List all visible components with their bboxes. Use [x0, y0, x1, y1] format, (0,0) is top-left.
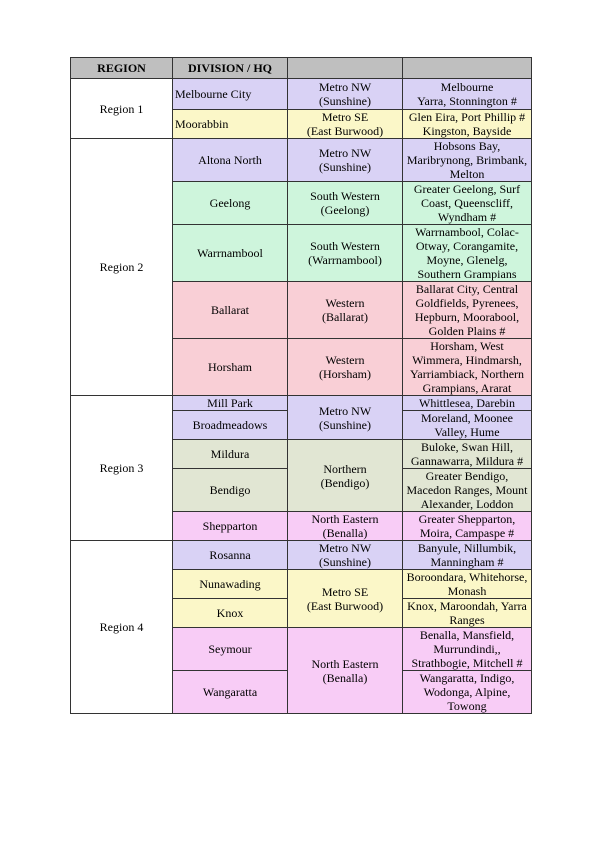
hq-cell: [288, 79, 403, 110]
division-cell: Ballarat: [173, 282, 288, 339]
division-cell: Seymour: [173, 628, 288, 671]
hq-cell: [288, 282, 403, 339]
areas-cell: [403, 411, 532, 440]
region-cell: Region 2: [71, 139, 173, 396]
areas-text: Glen Eira, Port Phillip # Kingston, Bayside: [408, 110, 526, 138]
areas-cell: [403, 469, 532, 512]
areas-cell: [403, 570, 532, 599]
areas-cell: [403, 339, 532, 396]
areas-cell: [403, 110, 532, 139]
hq-cell: [288, 628, 403, 714]
header-hq: [288, 58, 403, 79]
hq-text: Northern (Bendigo): [320, 461, 370, 490]
areas-text: Moreland, Moonee Valley, Hume: [421, 411, 513, 439]
hq-text: South Western (Warrnambool): [308, 239, 382, 267]
areas-cell: [403, 396, 532, 411]
hq-text: North Eastern (Benalla): [311, 512, 379, 540]
hq-text: Metro SE (East Burwood): [306, 584, 384, 613]
region-cell: Region 4: [71, 541, 173, 714]
division-cell: Altona North: [173, 139, 288, 182]
areas-cell: [403, 512, 532, 541]
division-cell: Bendigo: [173, 469, 288, 512]
hq-text: Western (Ballarat): [322, 296, 368, 324]
hq-cell: [288, 396, 403, 440]
hq-cell: [288, 570, 403, 628]
areas-text: Melbourne Yarra, Stonnington #: [417, 80, 517, 108]
areas-cell: [403, 599, 532, 628]
areas-cell: [403, 225, 532, 282]
hq-text: South Western (Geelong): [310, 189, 380, 217]
hq-cell: [288, 440, 403, 512]
areas-cell: [403, 541, 532, 570]
areas-cell: [403, 182, 532, 225]
areas-text: Boroondara, Whitehorse, Monash: [406, 570, 528, 598]
division-cell: Geelong: [173, 182, 288, 225]
hq-cell: [288, 541, 403, 570]
hq-cell: [288, 339, 403, 396]
areas-cell: [403, 79, 532, 110]
division-cell: Melbourne City: [173, 79, 288, 110]
division-cell: Shepparton: [173, 512, 288, 541]
areas-cell: [403, 139, 532, 182]
areas-text: Buloke, Swan Hill, Gannawarra, Mildura #: [410, 440, 524, 468]
areas-text: Greater Geelong, Surf Coast, Queenscliff, Wyndham #: [413, 182, 521, 224]
regions-table: [70, 57, 532, 714]
division-cell: Mildura: [173, 440, 288, 469]
areas-text: Greater Bendigo, Macedon Ranges, Mount Alexander, Loddon: [406, 469, 528, 511]
areas-text: Greater Shepparton, Moira, Campaspe #: [418, 512, 516, 540]
division-cell: Rosanna: [173, 541, 288, 570]
header-division: DIVISION / HQ: [173, 58, 288, 79]
hq-text: Metro NW (Sunshine): [318, 80, 372, 108]
division-cell: Horsham: [173, 339, 288, 396]
areas-cell: [403, 440, 532, 469]
division-cell: Moorabbin: [173, 110, 288, 139]
areas-cell: [403, 671, 532, 714]
areas-text: Knox, Maroondah, Yarra Ranges: [407, 599, 527, 627]
areas-text: Banyule, Nillumbik, Manningham #: [417, 541, 517, 569]
header-region: REGION: [71, 58, 173, 79]
areas-text: Horsham, West Wimmera, Hindmarsh, Yarriambiack, Northern Grampians, Ararat: [409, 339, 525, 395]
hq-cell: [288, 512, 403, 541]
hq-cell: [288, 182, 403, 225]
division-cell: Knox: [173, 599, 288, 628]
areas-cell: [403, 282, 532, 339]
areas-text: Whittlesea, Darebin: [419, 396, 515, 410]
hq-text: Metro NW (Sunshine): [318, 541, 372, 569]
table-row: [71, 541, 532, 570]
areas-text: Hobsons Bay, Maribrynong, Brimbank, Melton: [406, 139, 528, 181]
region-cell: Region 3: [71, 396, 173, 541]
division-cell: Mill Park: [173, 396, 288, 411]
region-cell: Region 1: [71, 79, 173, 139]
areas-cell: [403, 628, 532, 671]
header-areas: [403, 58, 532, 79]
division-cell: Broadmeadows: [173, 411, 288, 440]
hq-cell: [288, 110, 403, 139]
areas-text: Warrnambool, Colac- Otway, Corangamite, Moyne, Glenelg, Southern Grampians: [415, 225, 519, 281]
hq-text: North Eastern (Benalla): [311, 656, 379, 685]
hq-cell: [288, 225, 403, 282]
hq-text: Western (Horsham): [319, 353, 371, 381]
division-cell: Wangaratta: [173, 671, 288, 714]
hq-text: Metro SE (East Burwood): [306, 110, 384, 138]
hq-text: Metro NW (Sunshine): [318, 403, 372, 432]
areas-text: Ballarat City, Central Goldfields, Pyrenees, Hepburn, Moorabool, Golden Plains #: [414, 282, 520, 338]
division-cell: Warrnambool: [173, 225, 288, 282]
areas-text: Wangaratta, Indigo, Wodonga, Alpine, Towong: [419, 671, 515, 713]
hq-text: Metro NW (Sunshine): [318, 146, 372, 174]
division-cell: Nunawading: [173, 570, 288, 599]
table-row: [71, 79, 532, 110]
table-row: [71, 139, 532, 182]
table-row: [71, 396, 532, 411]
areas-text: Benalla, Mansfield, Murrundindi,, Strathbogie, Mitchell #: [411, 628, 523, 670]
header-row: [71, 58, 532, 79]
hq-cell: [288, 139, 403, 182]
